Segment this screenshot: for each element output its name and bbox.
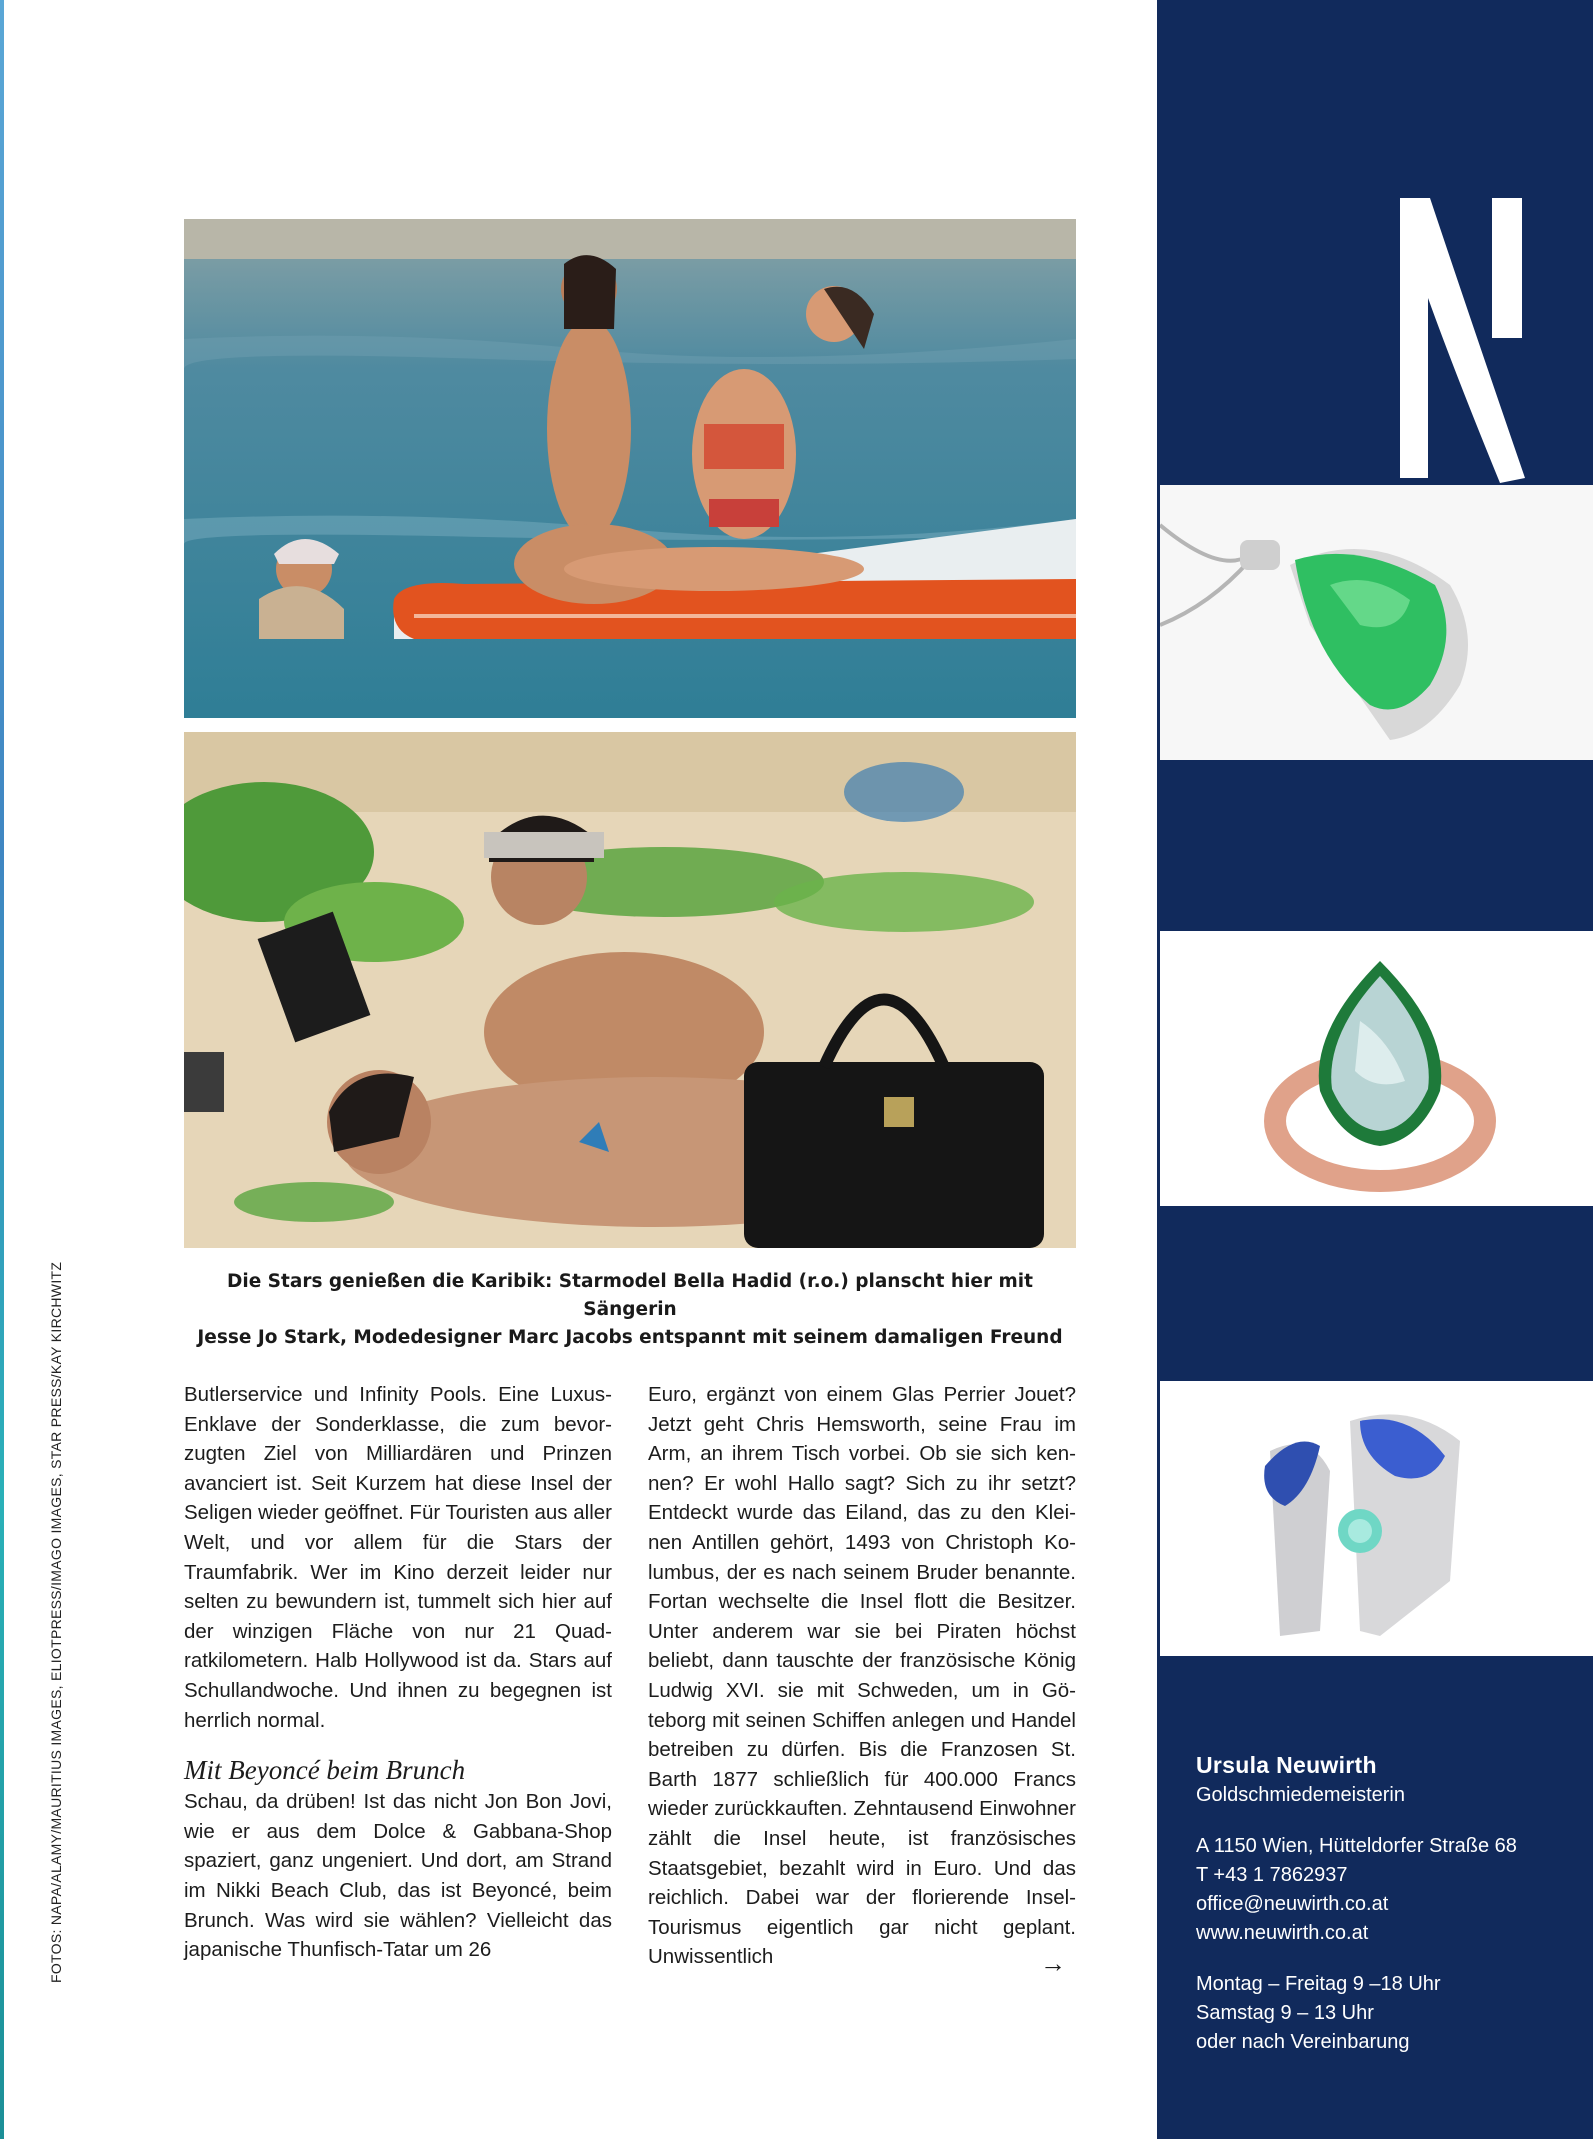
neuwirth-logo: [1400, 198, 1525, 483]
article-column-right: [648, 1380, 1076, 1972]
article-column-left: [184, 1380, 612, 1965]
article-paragraph: Schau, da drüben! Ist das nicht Jon Bon Jovi, wie er aus dem Dolce & Gabbana-Shop spaziert, ganz ungeniert. Und dort, am Strand im Nikki Beach Club, das ist Beyoncé, beim Brunch. Was wird sie wählen? Vielleicht das japanische Thunfisch-Tatar um 26: [184, 1790, 612, 1962]
product-sapphire-ring-image: [1160, 1381, 1593, 1656]
product-pendant-image: [1160, 485, 1593, 760]
ad-title: Goldschmiedemeisterin: [1196, 1784, 1405, 1806]
ad-hours-weekdays: Montag – Freitag 9 –18 Uhr: [1196, 1973, 1441, 1995]
article-paragraph: Butlerservice und Infinity Pools. Eine Luxus-Enklave der Sonderklasse, die zum bevorzugten Ziel von Milliardären und Prinzen avanciert ist. Seit Kurzem hat diese Insel der Seligen wieder geöffnet. Für Touristen aus aller Welt, und vor allem für die Stars der Traumfabrik. Wer im Kino derzeit leider nur selten zu bewundern ist, tummelt sich hier auf der winzigen Fläche von nur 21 Quadratkilometern. Halb Hollywood ist da. Stars auf Schullandwoche. Und ihnen zu begegnen ist herrlich normal.: [184, 1383, 612, 1732]
caption-line-2: Jesse Jo Stark, Modedesigner Marc Jacobs entspannt mit seinem damaligen Freund: [197, 1327, 1063, 1348]
ad-hours-saturday: Samstag 9 – 13 Uhr: [1196, 2002, 1374, 2024]
ad-hours-note: oder nach Vereinbarung: [1196, 2031, 1410, 2053]
caption-line-1: Die Stars genießen die Karibik: Starmodel Bella Hadid (r.o.) planscht hier mit Sängerin: [227, 1271, 1033, 1320]
photo-paddleboard: [184, 219, 1076, 718]
photo-credit: FOTOS: NAPA/ALAMY/MAURITIUS IMAGES, ELIOTPRESS/IMAGO IMAGES, STAR PRESS/KAY KIRCHWITZ: [48, 1261, 64, 1983]
ad-address: A 1150 Wien, Hütteldorfer Straße 68: [1196, 1835, 1517, 1857]
ad-address-block: [1196, 1832, 1576, 1948]
ad-name: Ursula Neuwirth: [1196, 1752, 1377, 1778]
ad-hours-block: [1196, 1970, 1576, 2057]
photo-caption: [184, 1268, 1076, 1352]
ad-contact-block: [1196, 1750, 1576, 2057]
ad-email-link[interactable]: office@neuwirth.co.at: [1196, 1893, 1389, 1915]
article-subhead: Mit Beyoncé beim Brunch: [184, 1755, 466, 1786]
photo-beach: [184, 732, 1076, 1248]
ad-phone: T +43 1 7862937: [1196, 1864, 1348, 1886]
ad-website-link[interactable]: www.neuwirth.co.at: [1196, 1922, 1369, 1944]
product-ring-image: [1160, 931, 1593, 1206]
page-edge-strip: [0, 0, 4, 2139]
article-paragraph: Euro, ergänzt von einem Glas Perrier Jouet? Jetzt geht Chris Hemsworth, seine Frau im Arm, an ihrem Tisch vorbei. Ob sie sich kennen? Er wohl Hallo sagt? Sich zu ihr setzt? Entdeckt wurde das Eiland, das zu den Kleinen Antillen gehört, 1493 von Christoph Kolumbus, der es nach seinem Bruder benannte. Fortan wechselte die Insel flott die Besitzer. Unter anderem war sie bei Piraten höchst beliebt, dann tauschte der französische König Ludwig XVI. sie mit Schweden, um in Göteborg mit seinen Schiffen anlegen und Handel betreiben zu dürfen. Bis die Franzosen St. Barth 1877 schließlich für 400.000 Francs wieder zurückkauften. Zehntausend Einwohner zählt die Insel heute, ist französisches Staatsgebiet, bezahlt wird in Euro. Und das reichlich. Dabei war der florierende Insel-Tourismus eigentlich gar nicht geplant. Unwissentlich: [648, 1383, 1076, 1969]
continue-arrow-icon: →: [1040, 1948, 1066, 1978]
